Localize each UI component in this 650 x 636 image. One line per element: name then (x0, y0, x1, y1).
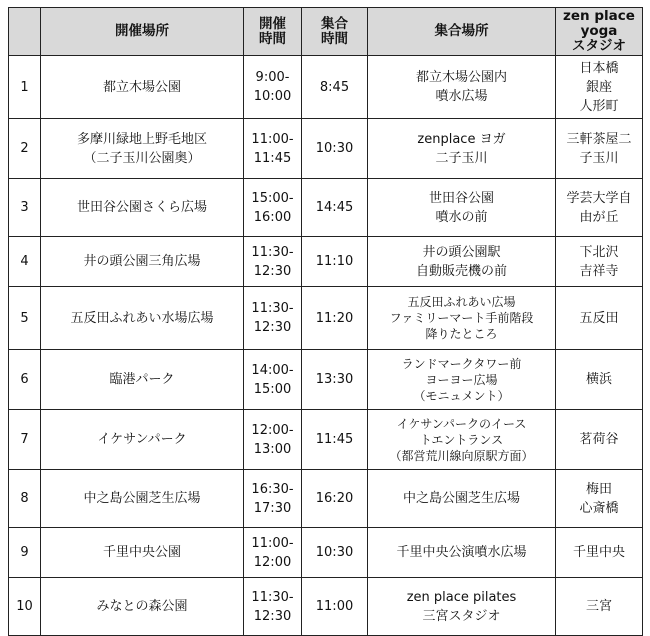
studio-line: 三軒茶屋二 (566, 131, 632, 147)
row-number: 3 (9, 179, 41, 237)
studio-line: 子玉川 (579, 150, 619, 166)
venue-line: 多摩川緑地上野毛地区 (76, 131, 207, 147)
studio-line: 横浜 (585, 372, 612, 387)
venue-cell (41, 470, 244, 528)
schedule-table (8, 7, 643, 636)
venue-cell (41, 350, 244, 410)
header-no (9, 8, 41, 56)
event-time-cell (244, 179, 302, 237)
meet-place-line: （都営荒川線向原駅方面） (389, 448, 534, 463)
studio-line: 茗荷谷 (579, 432, 619, 447)
venue-cell (41, 578, 244, 636)
studio-cell (556, 119, 643, 179)
header-meet-time-line: 時間 (321, 30, 348, 47)
studio-line: 五反田 (579, 310, 619, 326)
meet-time-cell: 11:45 (302, 410, 368, 470)
row-number: 9 (9, 528, 41, 578)
table-row (9, 528, 643, 578)
venue-cell (41, 410, 244, 470)
venue-line: イケサンパーク (97, 432, 187, 447)
venue-cell (41, 287, 244, 350)
event-time-line: 14:00- (251, 362, 294, 378)
meet-place-line: 三宮スタジオ (422, 608, 501, 624)
table-row (9, 119, 643, 179)
venue-line: 世田谷公園さくら広場 (76, 200, 207, 215)
venue-line: 臨港パーク (109, 372, 175, 387)
header-studio (556, 8, 643, 56)
event-time-cell (244, 56, 302, 119)
venue-cell (41, 56, 244, 119)
studio-cell (556, 578, 643, 636)
event-time-line: 12:30 (253, 263, 292, 279)
row-number: 4 (9, 237, 41, 287)
event-time-cell (244, 237, 302, 287)
meet-place-cell (368, 287, 556, 350)
meet-place-cell (368, 410, 556, 470)
header-time-line: 開催 (259, 15, 286, 32)
table-row (9, 410, 643, 470)
meet-place-line: 自動販売機の前 (415, 263, 507, 279)
event-time-line: 9:00- (255, 70, 290, 85)
event-time-line: 12:00 (253, 554, 292, 570)
studio-line: 千里中央 (572, 545, 625, 560)
studio-line: 下北沢 (579, 244, 619, 260)
event-time-line: 11:00- (251, 131, 294, 147)
meet-place-cell (368, 528, 556, 578)
table-row (9, 578, 643, 636)
studio-cell (556, 179, 643, 237)
event-time-line: 11:30- (251, 244, 294, 260)
header-studio-line: yoga (580, 23, 618, 39)
event-time-line: 11:30- (251, 589, 294, 605)
meet-place-line: 世田谷公園 (428, 190, 494, 206)
meet-time-cell: 11:00 (302, 578, 368, 636)
row-number: 1 (9, 56, 41, 119)
meet-place-cell (368, 119, 556, 179)
meet-time-cell: 10:30 (302, 528, 368, 578)
table-row (9, 237, 643, 287)
header-place: 開催場所 (41, 8, 244, 56)
meet-time-cell: 16:20 (302, 470, 368, 528)
studio-line: 三宮 (585, 599, 612, 614)
venue-cell (41, 528, 244, 578)
meet-place-cell (368, 56, 556, 119)
event-time-line: 13:00 (253, 441, 292, 457)
event-time-line: 11:30- (251, 301, 294, 316)
studio-line: 吉祥寺 (579, 263, 619, 279)
venue-cell (41, 237, 244, 287)
meet-place-line: イケサンパークのイース (396, 416, 527, 431)
event-time-line: 11:00- (251, 535, 294, 551)
header-studio-line: zen place (563, 8, 635, 24)
studio-line: 梅田 (585, 481, 612, 497)
event-time-cell (244, 287, 302, 350)
row-number: 7 (9, 410, 41, 470)
studio-cell (556, 287, 643, 350)
studio-line: 銀座 (585, 79, 612, 95)
event-time-line: 17:30 (253, 500, 292, 516)
table-row (9, 179, 643, 237)
schedule-table-container (8, 7, 643, 636)
venue-line: 中之島公園芝生広場 (83, 491, 201, 506)
meet-time-cell: 8:45 (302, 56, 368, 119)
studio-line: 学芸大学自 (566, 190, 632, 206)
table-body (9, 56, 643, 636)
header-meet-place: 集合場所 (368, 8, 556, 56)
venue-line: みなとの森公園 (96, 599, 188, 614)
studio-line: 由が丘 (579, 209, 619, 225)
studio-cell (556, 56, 643, 119)
event-time-line: 11:45 (253, 150, 292, 166)
table-row (9, 287, 643, 350)
row-number: 10 (9, 578, 41, 636)
studio-cell (556, 237, 643, 287)
venue-line: 都立木場公園 (102, 79, 181, 95)
meet-place-line: ヨーヨー広場 (425, 372, 498, 387)
meet-time-cell: 11:20 (302, 287, 368, 350)
meet-place-line: 噴水広場 (435, 89, 488, 104)
meet-place-cell (368, 179, 556, 237)
venue-line: 井の頭公園三角広場 (83, 254, 201, 269)
event-time-cell (244, 350, 302, 410)
meet-place-line: 降りたところ (425, 327, 498, 341)
meet-place-line: 千里中央公演噴水広場 (396, 545, 527, 560)
meet-place-cell (368, 470, 556, 528)
row-number: 8 (9, 470, 41, 528)
venue-cell (41, 179, 244, 237)
event-time-line: 16:30- (251, 481, 294, 497)
meet-place-line: 井の頭公園駅 (422, 244, 501, 260)
event-time-line: 15:00- (251, 190, 294, 206)
event-time-cell (244, 410, 302, 470)
meet-place-line: zen place pilates (406, 589, 517, 605)
venue-line: 五反田ふれあい水場広場 (70, 310, 214, 326)
meet-place-line: ランドマークタワー前 (401, 356, 522, 371)
studio-cell (556, 528, 643, 578)
studio-cell (556, 470, 643, 528)
event-time-cell (244, 119, 302, 179)
row-number: 6 (9, 350, 41, 410)
meet-time-cell: 13:30 (302, 350, 368, 410)
event-time-line: 10:00 (253, 89, 292, 104)
row-number: 2 (9, 119, 41, 179)
meet-place-line: （モニュメント） (413, 388, 510, 403)
meet-place-line: 都立木場公園内 (415, 70, 507, 85)
event-time-cell (244, 528, 302, 578)
meet-place-line: トエントランス (419, 432, 504, 447)
meet-time-cell: 14:45 (302, 179, 368, 237)
venue-line: 千里中央公園 (102, 545, 181, 560)
event-time-line: 12:00- (251, 422, 294, 438)
meet-place-line: 中之島公園芝生広場 (402, 491, 520, 506)
meet-place-line: 二子玉川 (435, 150, 488, 166)
row-number: 5 (9, 287, 41, 350)
meet-place-cell (368, 578, 556, 636)
venue-cell (41, 119, 244, 179)
meet-place-cell (368, 237, 556, 287)
header-meet-time (302, 8, 368, 56)
meet-place-line: 噴水の前 (435, 209, 488, 225)
studio-cell (556, 350, 643, 410)
event-time-cell (244, 470, 302, 528)
event-time-line: 15:00 (253, 381, 292, 397)
meet-place-cell (368, 350, 556, 410)
meet-place-line: ファミリーマート手前階段 (389, 311, 534, 325)
studio-cell (556, 410, 643, 470)
meet-time-cell: 11:10 (302, 237, 368, 287)
meet-place-line: 五反田ふれあい広場 (407, 295, 516, 309)
table-row (9, 56, 643, 119)
event-time-line: 16:00 (253, 209, 292, 225)
header-time-line: 時間 (259, 30, 286, 47)
studio-line: 日本橋 (579, 60, 619, 76)
event-time-line: 12:30 (253, 608, 292, 624)
header-time (244, 8, 302, 56)
table-row (9, 350, 643, 410)
meet-place-line: zenplace ヨガ (417, 131, 506, 147)
header-studio-line: スタジオ (572, 38, 626, 54)
event-time-line: 12:30 (253, 320, 292, 335)
studio-line: 心斎橋 (579, 500, 619, 516)
header-meet-time-line: 集合 (321, 15, 348, 32)
studio-line: 人形町 (579, 98, 619, 114)
meet-time-cell: 10:30 (302, 119, 368, 179)
venue-line: （二子玉川公園奥） (83, 150, 201, 166)
header-row (9, 8, 643, 56)
event-time-cell (244, 578, 302, 636)
table-row (9, 470, 643, 528)
